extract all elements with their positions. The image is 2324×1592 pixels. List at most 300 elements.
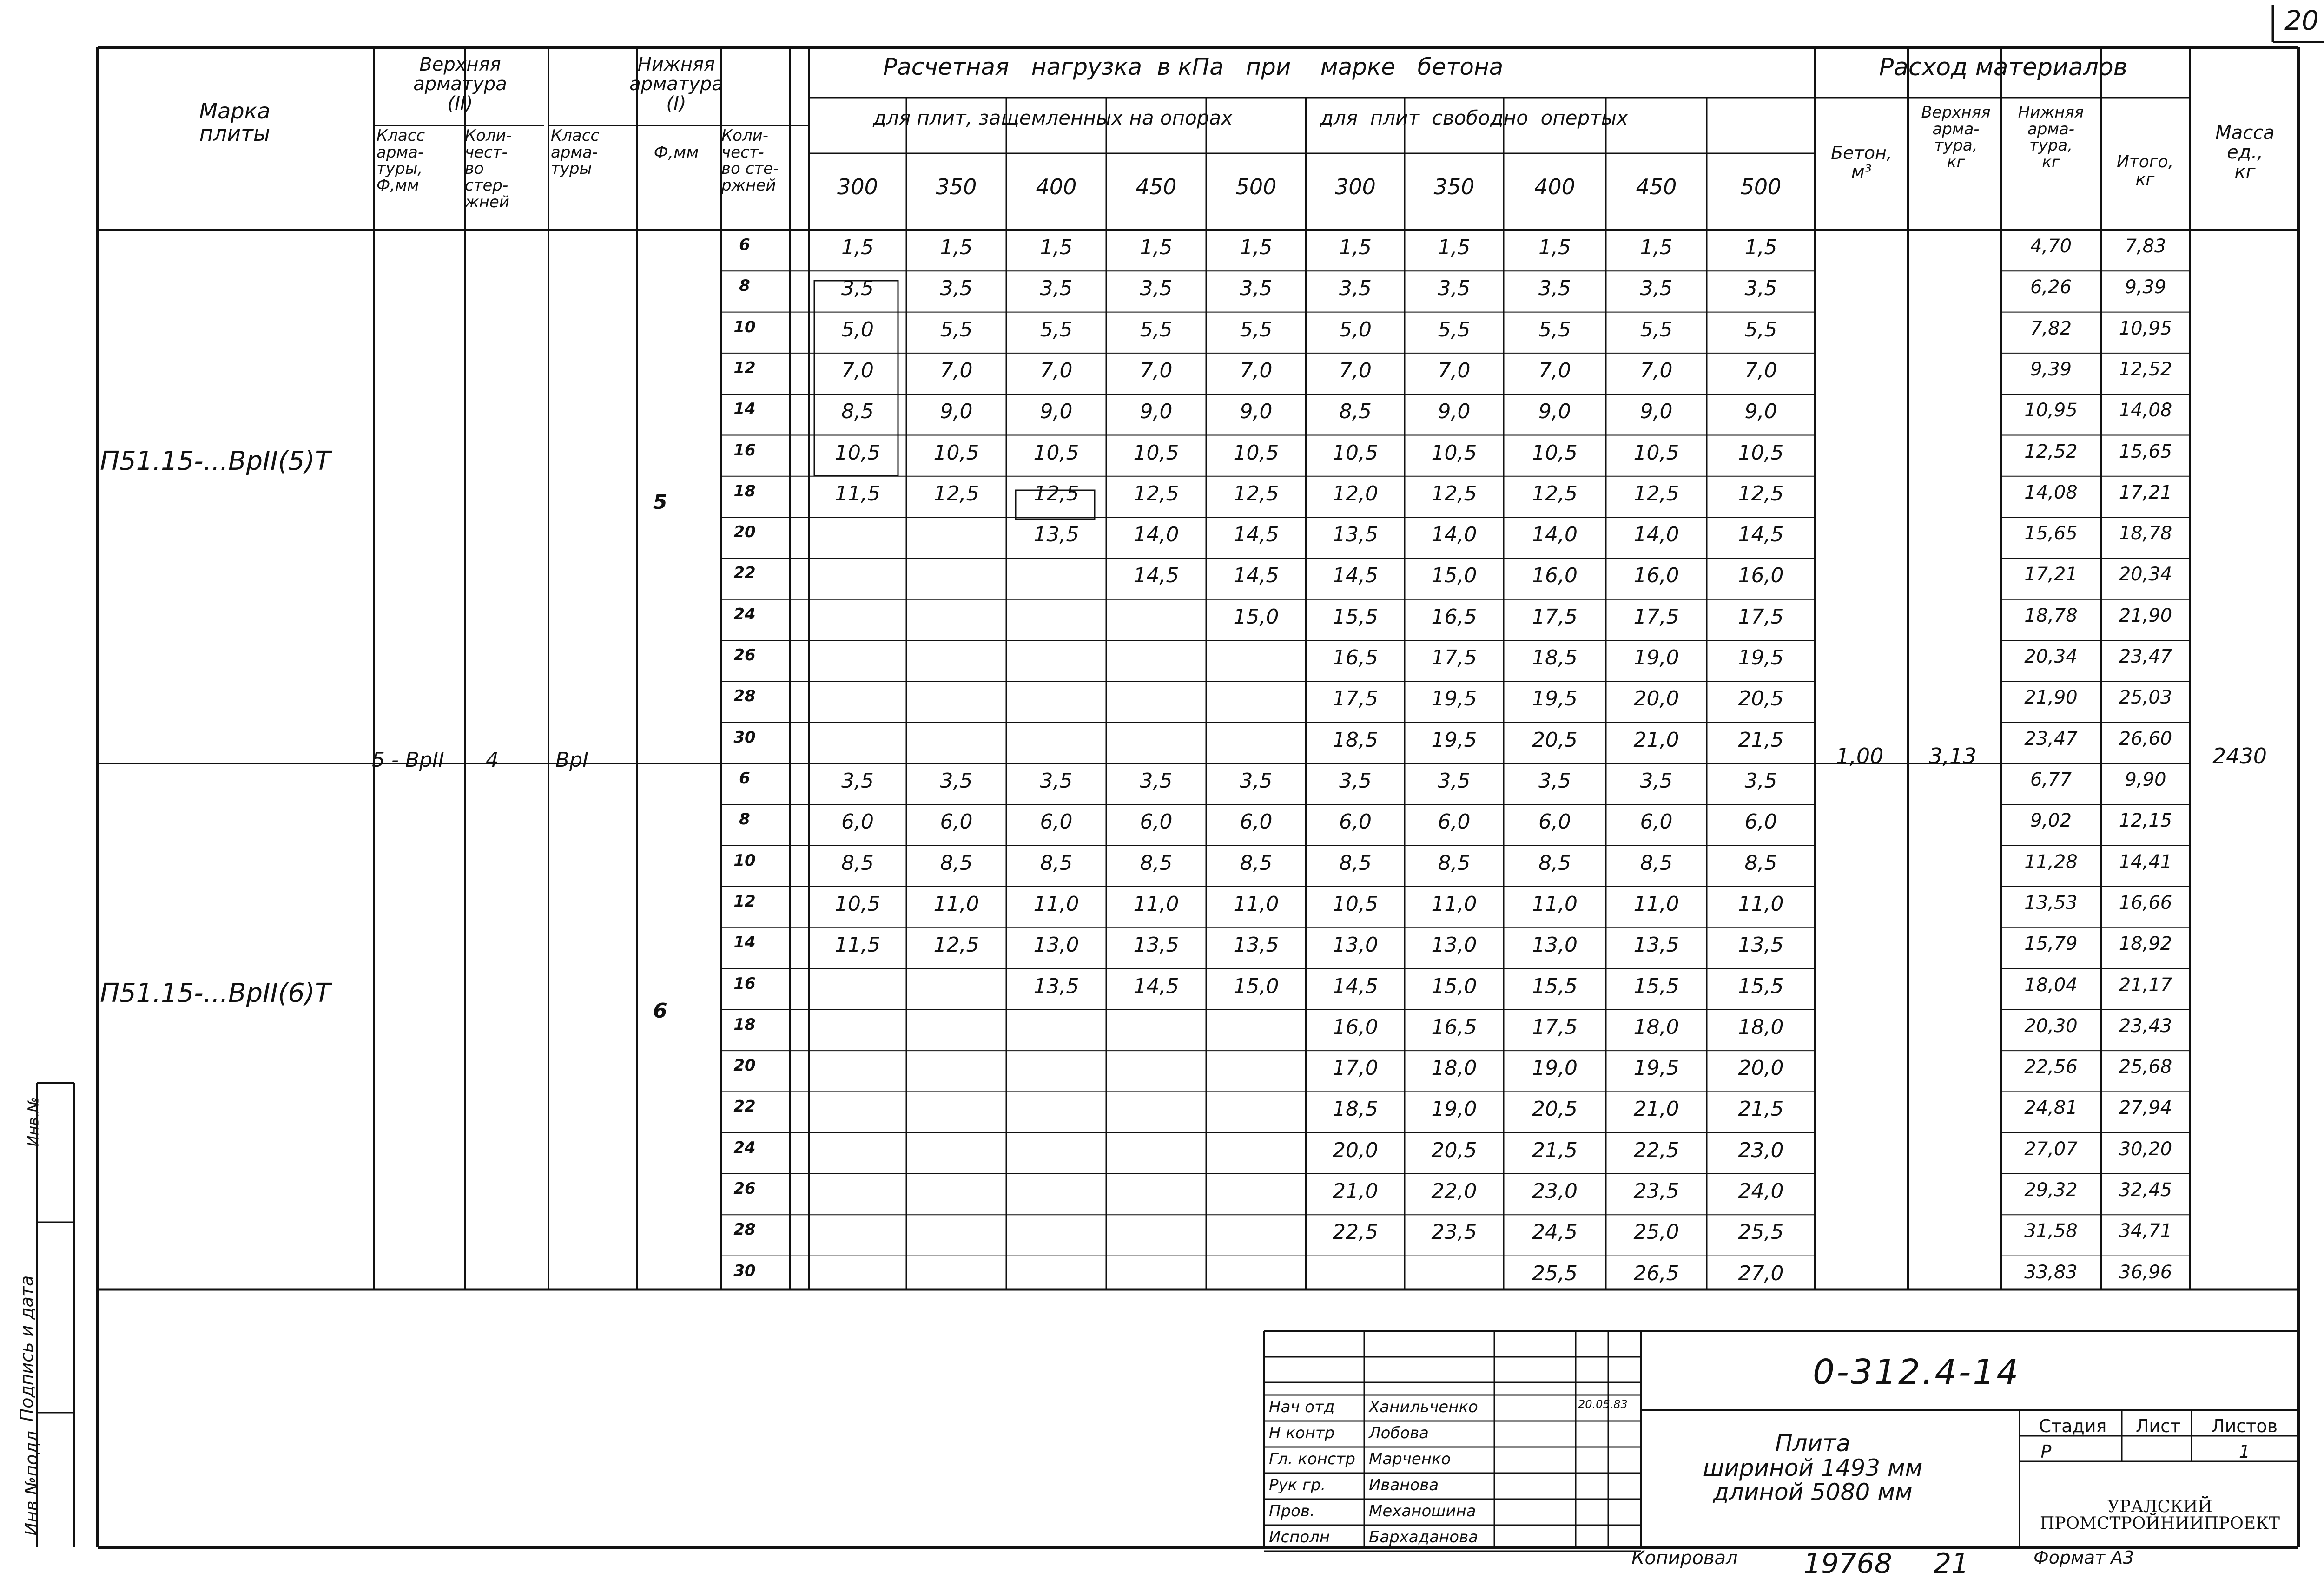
bar-count-cell: 10 <box>733 317 756 336</box>
lower-steel-cell: 9,39 <box>2030 358 2072 380</box>
load-cell: 21,5 <box>1532 1138 1578 1162</box>
mass-value: 2430 <box>2212 743 2267 769</box>
load-cell: 1,5 <box>1744 236 1777 259</box>
load-cell: 5,5 <box>1438 317 1471 342</box>
load-cell: 17,5 <box>1333 687 1378 711</box>
load-cell: 9,0 <box>1538 400 1571 424</box>
bottom-class-value: ВрI <box>555 748 589 772</box>
total-cell: 23,43 <box>2119 1015 2172 1037</box>
load-cell: 17,5 <box>1738 605 1784 629</box>
load-cell: 14,5 <box>1133 974 1179 998</box>
bar-count-cell: 10 <box>733 851 756 870</box>
load-cell: 6,0 <box>841 810 874 834</box>
load-cell: 7,0 <box>1640 358 1673 382</box>
load-cell: 15,0 <box>1233 974 1279 998</box>
load-cell: 16,0 <box>1532 564 1578 588</box>
load-cell: 23,0 <box>1738 1138 1784 1162</box>
load-cell: 22,5 <box>1633 1138 1679 1162</box>
load-cell: 13,5 <box>1133 933 1179 957</box>
load-cell: 13,0 <box>1033 933 1079 957</box>
concrete-grade-header: 500 <box>1740 174 1782 199</box>
load-cell: 23,0 <box>1532 1179 1578 1203</box>
load-cell: 3,5 <box>1538 276 1571 301</box>
bar-count-cell: 26 <box>733 646 756 664</box>
load-cell: 27,0 <box>1738 1261 1784 1285</box>
load-cell: 11,0 <box>1033 892 1079 916</box>
load-cell: 15,5 <box>1633 974 1679 998</box>
lower-steel-cell: 11,28 <box>2024 851 2078 873</box>
load-cell: 21,0 <box>1333 1179 1378 1203</box>
load-cell: 3,5 <box>841 769 874 793</box>
load-cell: 10,5 <box>933 441 979 465</box>
load-cell: 11,0 <box>1633 892 1679 916</box>
load-cell: 11,0 <box>1532 892 1578 916</box>
load-cell: 12,5 <box>1532 481 1578 506</box>
load-cell: 21,0 <box>1633 728 1679 752</box>
top-count-value: 4 <box>486 748 499 772</box>
load-cell: 8,5 <box>1438 851 1471 875</box>
total-cell: 10,95 <box>2119 317 2172 339</box>
load-cell: 3,5 <box>1744 769 1777 793</box>
total-cell: 21,17 <box>2119 974 2172 996</box>
concrete-grade-header: 350 <box>936 174 977 199</box>
load-cell: 17,5 <box>1431 646 1477 670</box>
page-number: 20 <box>2284 5 2319 36</box>
load-cell: 24,5 <box>1532 1220 1578 1244</box>
load-cell: 9,0 <box>1744 400 1777 424</box>
signer-name: Механошина <box>1369 1502 1476 1520</box>
load-cell: 3,5 <box>1240 276 1273 301</box>
signer-role: Рук гр. <box>1269 1476 1326 1494</box>
bar-count-cell: 12 <box>733 892 756 911</box>
total-cell: 27,94 <box>2119 1097 2172 1119</box>
load-cell: 14,0 <box>1532 523 1578 547</box>
header-bottom-class: Класс арма- туры <box>551 126 600 178</box>
bar-count-cell: 18 <box>733 1015 756 1034</box>
load-cell: 5,0 <box>841 317 874 342</box>
load-cell: 16,5 <box>1333 646 1378 670</box>
load-cell: 9,0 <box>940 400 973 424</box>
plate-title: Плита шириной 1493 мм длиной 5080 мм <box>1703 1430 1923 1506</box>
load-cell: 5,5 <box>1744 317 1777 342</box>
bottom-diameter-value: 6 <box>653 999 667 1023</box>
header-lower-steel: Нижняя арма- тура, кг <box>2018 103 2084 172</box>
bar-count-cell: 14 <box>733 933 756 952</box>
inventory-number-label: Инв.№ <box>24 1097 42 1147</box>
stage-value: Р <box>2040 1441 2052 1462</box>
signer-date: 20.05.83 <box>1578 1398 1628 1411</box>
lower-steel-cell: 17,21 <box>2024 564 2078 585</box>
load-cell: 7,0 <box>1040 358 1073 382</box>
load-cell: 1,5 <box>1640 236 1673 259</box>
signer-role: Н контр <box>1269 1424 1335 1442</box>
signer-role: Пров. <box>1269 1502 1315 1520</box>
load-cell: 24,0 <box>1738 1179 1784 1203</box>
load-cell: 9,0 <box>1240 400 1273 424</box>
load-cell: 3,5 <box>1040 276 1073 301</box>
load-cell: 21,0 <box>1633 1097 1679 1121</box>
concrete-grade-header: 450 <box>1636 174 1677 199</box>
load-cell: 17,5 <box>1532 605 1578 629</box>
total-cell: 20,34 <box>2119 564 2172 585</box>
load-cell: 18,5 <box>1333 728 1378 752</box>
total-cell: 14,41 <box>2119 851 2172 873</box>
header-mass: Масса ед., кг <box>2215 122 2275 183</box>
load-cell: 20,0 <box>1633 687 1679 711</box>
load-cell: 20,0 <box>1738 1056 1784 1080</box>
load-cell: 5,5 <box>1538 317 1571 342</box>
bar-count-cell: 14 <box>733 400 756 419</box>
total-cell: 18,92 <box>2119 933 2172 955</box>
load-cell: 9,0 <box>1640 400 1673 424</box>
load-cell: 12,0 <box>1333 481 1378 506</box>
load-cell: 8,5 <box>1339 851 1372 875</box>
load-cell: 15,5 <box>1532 974 1578 998</box>
lower-steel-cell: 29,32 <box>2024 1179 2078 1201</box>
plate-mark: П51.15-...ВрII(6)Т <box>100 978 331 1008</box>
load-cell: 20,5 <box>1738 687 1784 711</box>
load-cell: 6,0 <box>1240 810 1273 834</box>
load-cell: 7,0 <box>1240 358 1273 382</box>
load-cell: 18,0 <box>1633 1015 1679 1039</box>
concrete-grade-header: 300 <box>1335 174 1376 199</box>
load-cell: 11,5 <box>835 481 880 506</box>
sheet-label: Лист <box>2135 1416 2181 1436</box>
bar-count-cell: 24 <box>733 605 756 624</box>
load-cell: 25,5 <box>1738 1220 1784 1244</box>
header-concrete: Бетон, м³ <box>1831 143 1892 182</box>
load-cell: 7,0 <box>1744 358 1777 382</box>
total-cell: 32,45 <box>2119 1179 2172 1201</box>
lower-steel-cell: 12,52 <box>2024 441 2078 462</box>
lower-steel-cell: 21,90 <box>2024 687 2078 709</box>
load-cell: 8,5 <box>1240 851 1273 875</box>
header-free-plates: для плит свободно опертых <box>1320 106 1628 129</box>
total-cell: 25,68 <box>2119 1056 2172 1078</box>
lower-steel-cell: 18,78 <box>2024 605 2078 626</box>
load-cell: 17,5 <box>1532 1015 1578 1039</box>
header-top-count: Коли- чест- во стер- жней <box>465 126 512 211</box>
lower-steel-cell: 7,82 <box>2030 317 2072 339</box>
header-upper-steel: Верхняя арма- тура, кг <box>1921 103 1991 172</box>
total-cell: 23,47 <box>2119 646 2172 667</box>
lower-steel-cell: 27,07 <box>2024 1138 2078 1160</box>
load-cell: 10,5 <box>835 892 880 916</box>
load-cell: 19,5 <box>1532 687 1578 711</box>
load-cell: 5,5 <box>1240 317 1273 342</box>
total-cell: 17,21 <box>2119 481 2172 503</box>
load-cell: 22,5 <box>1333 1220 1378 1244</box>
load-cell: 16,5 <box>1431 1015 1477 1039</box>
lower-steel-cell: 23,47 <box>2024 728 2078 750</box>
total-cell: 30,20 <box>2119 1138 2172 1160</box>
total-cell: 36,96 <box>2119 1261 2172 1283</box>
load-cell: 16,5 <box>1431 605 1477 629</box>
signer-role: Нач отд <box>1269 1398 1335 1416</box>
bar-count-cell: 6 <box>739 236 750 254</box>
total-cell: 25,03 <box>2119 687 2172 709</box>
load-cell: 8,5 <box>1538 851 1571 875</box>
load-cell: 8,5 <box>1040 851 1073 875</box>
load-cell: 19,0 <box>1532 1056 1578 1080</box>
load-cell: 14,5 <box>1233 523 1279 547</box>
lower-steel-cell: 6,77 <box>2030 769 2072 790</box>
load-cell: 22,0 <box>1431 1179 1477 1203</box>
load-cell: 14,5 <box>1333 564 1378 588</box>
load-cell: 13,5 <box>1233 933 1279 957</box>
bar-count-cell: 12 <box>733 358 756 377</box>
load-cell: 10,5 <box>1033 441 1079 465</box>
load-cell: 1,5 <box>841 236 874 259</box>
load-cell: 18,0 <box>1431 1056 1477 1080</box>
load-cell: 3,5 <box>1744 276 1777 301</box>
load-cell: 11,0 <box>933 892 979 916</box>
lower-steel-cell: 13,53 <box>2024 892 2078 914</box>
bar-count-cell: 30 <box>733 1261 756 1280</box>
load-cell: 13,0 <box>1532 933 1578 957</box>
lower-steel-cell: 15,65 <box>2024 523 2078 545</box>
load-cell: 19,0 <box>1633 646 1679 670</box>
load-cell: 18,5 <box>1532 646 1578 670</box>
load-cell: 19,5 <box>1431 728 1477 752</box>
load-cell: 3,5 <box>1240 769 1273 793</box>
load-cell: 9,0 <box>1140 400 1173 424</box>
concrete-grade-header: 400 <box>1534 174 1575 199</box>
lower-steel-cell: 20,34 <box>2024 646 2078 667</box>
load-cell: 8,5 <box>1640 851 1673 875</box>
load-cell: 10,5 <box>1133 441 1179 465</box>
load-cell: 14,5 <box>1233 564 1279 588</box>
header-bottom-diameter: Ф,мм <box>654 143 699 162</box>
signer-name: Бархаданова <box>1369 1528 1478 1546</box>
total-cell: 14,08 <box>2119 400 2172 421</box>
signer-name: Лобова <box>1369 1424 1429 1442</box>
total-cell: 26,60 <box>2119 728 2172 750</box>
load-cell: 21,5 <box>1738 728 1784 752</box>
header-top-reinforcement: Верхняя арматура (II) <box>413 54 507 114</box>
load-cell: 9,0 <box>1438 400 1471 424</box>
load-cell: 9,0 <box>1040 400 1073 424</box>
load-cell: 14,0 <box>1633 523 1679 547</box>
load-cell: 8,5 <box>940 851 973 875</box>
load-cell: 3,5 <box>1339 769 1372 793</box>
load-cell: 1,5 <box>1538 236 1571 259</box>
header-clamped-plates: для плит, защемленных на опорах <box>872 106 1233 129</box>
load-cell: 3,5 <box>1438 276 1471 301</box>
header-top-class: Класс арма- туры, Ф,мм <box>376 126 425 195</box>
load-cell: 7,0 <box>1339 358 1372 382</box>
header-total: Итого, кг <box>2116 152 2174 189</box>
load-cell: 26,5 <box>1633 1261 1679 1285</box>
format-label: Формат А3 <box>2034 1547 2134 1568</box>
load-cell: 6,0 <box>1640 810 1673 834</box>
load-cell: 13,5 <box>1738 933 1784 957</box>
lower-steel-cell: 18,04 <box>2024 974 2078 996</box>
load-cell: 17,5 <box>1633 605 1679 629</box>
signer-name: Иванова <box>1369 1476 1439 1494</box>
bar-count-cell: 28 <box>733 687 756 706</box>
upper-steel-value: 3,13 <box>1929 743 1977 769</box>
load-cell: 10,5 <box>1532 441 1578 465</box>
load-cell: 13,5 <box>1633 933 1679 957</box>
load-cell: 14,5 <box>1738 523 1784 547</box>
load-cell: 8,5 <box>841 851 874 875</box>
load-cell: 10,5 <box>1633 441 1679 465</box>
load-cell: 7,0 <box>1438 358 1471 382</box>
load-cell: 6,0 <box>1744 810 1777 834</box>
header-bottom-reinforcement: Нижняя арматура (I) <box>629 54 723 114</box>
header-load-title: Расчетная нагрузка в кПа при марке бетона <box>883 53 1504 80</box>
total-cell: 9,39 <box>2125 276 2166 298</box>
load-cell: 25,0 <box>1633 1220 1679 1244</box>
lower-steel-cell: 15,79 <box>2024 933 2078 955</box>
lower-steel-cell: 33,83 <box>2024 1261 2078 1283</box>
concrete-grade-header: 450 <box>1136 174 1177 199</box>
signer-role: Гл. констр <box>1269 1450 1355 1468</box>
load-cell: 6,0 <box>1040 810 1073 834</box>
load-cell: 12,5 <box>1033 481 1079 506</box>
lower-steel-cell: 10,95 <box>2024 400 2078 421</box>
lower-steel-cell: 24,81 <box>2024 1097 2078 1119</box>
load-cell: 12,5 <box>933 933 979 957</box>
concrete-grade-header: 300 <box>837 174 878 199</box>
load-cell: 14,0 <box>1133 523 1179 547</box>
load-cell: 15,5 <box>1738 974 1784 998</box>
load-cell: 7,0 <box>841 358 874 382</box>
load-cell: 14,5 <box>1333 974 1378 998</box>
lower-steel-cell: 14,08 <box>2024 481 2078 503</box>
load-cell: 21,5 <box>1738 1097 1784 1121</box>
load-cell: 5,5 <box>1140 317 1173 342</box>
load-cell: 5,5 <box>1040 317 1073 342</box>
load-cell: 3,5 <box>1339 276 1372 301</box>
sheets-value: 1 <box>2238 1441 2251 1462</box>
lower-steel-cell: 4,70 <box>2030 236 2072 257</box>
bar-count-cell: 26 <box>733 1179 756 1198</box>
load-cell: 5,5 <box>940 317 973 342</box>
copy-number: 19768 <box>1803 1547 1892 1580</box>
lower-steel-cell: 22,56 <box>2024 1056 2078 1078</box>
load-cell: 16,0 <box>1738 564 1784 588</box>
load-cell: 10,5 <box>1233 441 1279 465</box>
header-materials: Расход материалов <box>1879 53 2128 81</box>
bar-count-cell: 6 <box>739 769 750 788</box>
load-cell: 1,5 <box>1438 236 1471 259</box>
load-cell: 16,0 <box>1633 564 1679 588</box>
bar-count-cell: 30 <box>733 728 756 747</box>
load-cell: 11,0 <box>1233 892 1279 916</box>
load-cell: 3,5 <box>1040 769 1073 793</box>
load-cell: 6,0 <box>1339 810 1372 834</box>
load-cell: 20,5 <box>1532 1097 1578 1121</box>
load-cell: 23,5 <box>1633 1179 1679 1203</box>
total-cell: 15,65 <box>2119 441 2172 462</box>
sheets-label: Листов <box>2212 1416 2278 1436</box>
bar-count-cell: 20 <box>733 1056 756 1075</box>
load-cell: 12,5 <box>1431 481 1477 506</box>
load-cell: 15,0 <box>1233 605 1279 629</box>
load-cell: 13,0 <box>1431 933 1477 957</box>
load-cell: 11,5 <box>835 933 880 957</box>
document-code: 0-312.4-14 <box>1813 1352 2020 1392</box>
total-cell: 18,78 <box>2119 523 2172 545</box>
signer-name: Марченко <box>1369 1450 1451 1468</box>
total-cell: 34,71 <box>2119 1220 2172 1242</box>
header-bottom-count: Коли- чест- во сте- ржней <box>721 126 779 195</box>
load-cell: 16,0 <box>1333 1015 1378 1039</box>
bar-count-cell: 18 <box>733 481 756 500</box>
bar-count-cell: 8 <box>739 810 750 829</box>
load-cell: 19,5 <box>1738 646 1784 670</box>
load-cell: 7,0 <box>940 358 973 382</box>
load-cell: 8,5 <box>841 400 874 424</box>
copied-label: Копировал <box>1631 1547 1738 1569</box>
load-cell: 12,5 <box>933 481 979 506</box>
load-cell: 3,5 <box>1140 276 1173 301</box>
load-cell: 3,5 <box>940 769 973 793</box>
lower-steel-cell: 31,58 <box>2024 1220 2078 1242</box>
load-cell: 3,5 <box>940 276 973 301</box>
header-mark: Марка плиты <box>199 99 271 146</box>
total-cell: 7,83 <box>2125 236 2166 257</box>
total-cell: 12,52 <box>2119 358 2172 380</box>
load-cell: 1,5 <box>940 236 973 259</box>
load-cell: 12,5 <box>1233 481 1279 506</box>
bar-count-cell: 16 <box>733 441 756 460</box>
bar-count-cell: 28 <box>733 1220 756 1239</box>
load-cell: 6,0 <box>940 810 973 834</box>
load-cell: 18,5 <box>1333 1097 1378 1121</box>
load-cell: 25,5 <box>1532 1261 1578 1285</box>
load-cell: 3,5 <box>1640 769 1673 793</box>
load-cell: 15,5 <box>1333 605 1378 629</box>
load-cell: 3,5 <box>1538 769 1571 793</box>
load-cell: 18,0 <box>1738 1015 1784 1039</box>
bottom-diameter-value: 5 <box>653 490 667 514</box>
load-cell: 8,5 <box>1744 851 1777 875</box>
load-cell: 3,5 <box>1438 769 1471 793</box>
load-cell: 11,0 <box>1738 892 1784 916</box>
load-cell: 5,0 <box>1339 317 1372 342</box>
stage-label: Стадия <box>2039 1416 2107 1436</box>
load-cell: 3,5 <box>1140 769 1173 793</box>
signer-role: Исполн <box>1269 1528 1330 1546</box>
total-cell: 12,15 <box>2119 810 2172 832</box>
load-cell: 12,5 <box>1133 481 1179 506</box>
load-cell: 7,0 <box>1140 358 1173 382</box>
load-cell: 14,0 <box>1431 523 1477 547</box>
signer-name: Ханильченко <box>1369 1398 1478 1416</box>
total-cell: 21,90 <box>2119 605 2172 626</box>
bar-count-cell: 16 <box>733 974 756 993</box>
load-cell: 19,0 <box>1431 1097 1477 1121</box>
load-cell: 10,5 <box>1333 892 1378 916</box>
load-cell: 12,5 <box>1633 481 1679 506</box>
load-cell: 6,0 <box>1140 810 1173 834</box>
load-cell: 8,5 <box>1140 851 1173 875</box>
plate-mark: П51.15-...ВрII(5)Т <box>100 446 331 476</box>
concrete-grade-header: 500 <box>1235 174 1277 199</box>
load-cell: 6,0 <box>1538 810 1571 834</box>
load-cell: 10,5 <box>1738 441 1784 465</box>
bar-count-cell: 8 <box>739 276 750 296</box>
bar-count-cell: 24 <box>733 1138 756 1157</box>
load-cell: 1,5 <box>1339 236 1372 259</box>
load-cell: 17,0 <box>1333 1056 1378 1080</box>
load-cell: 13,5 <box>1333 523 1378 547</box>
inventory-label: Инв №подл <box>21 1431 42 1536</box>
copy-page: 21 <box>1934 1547 1969 1580</box>
